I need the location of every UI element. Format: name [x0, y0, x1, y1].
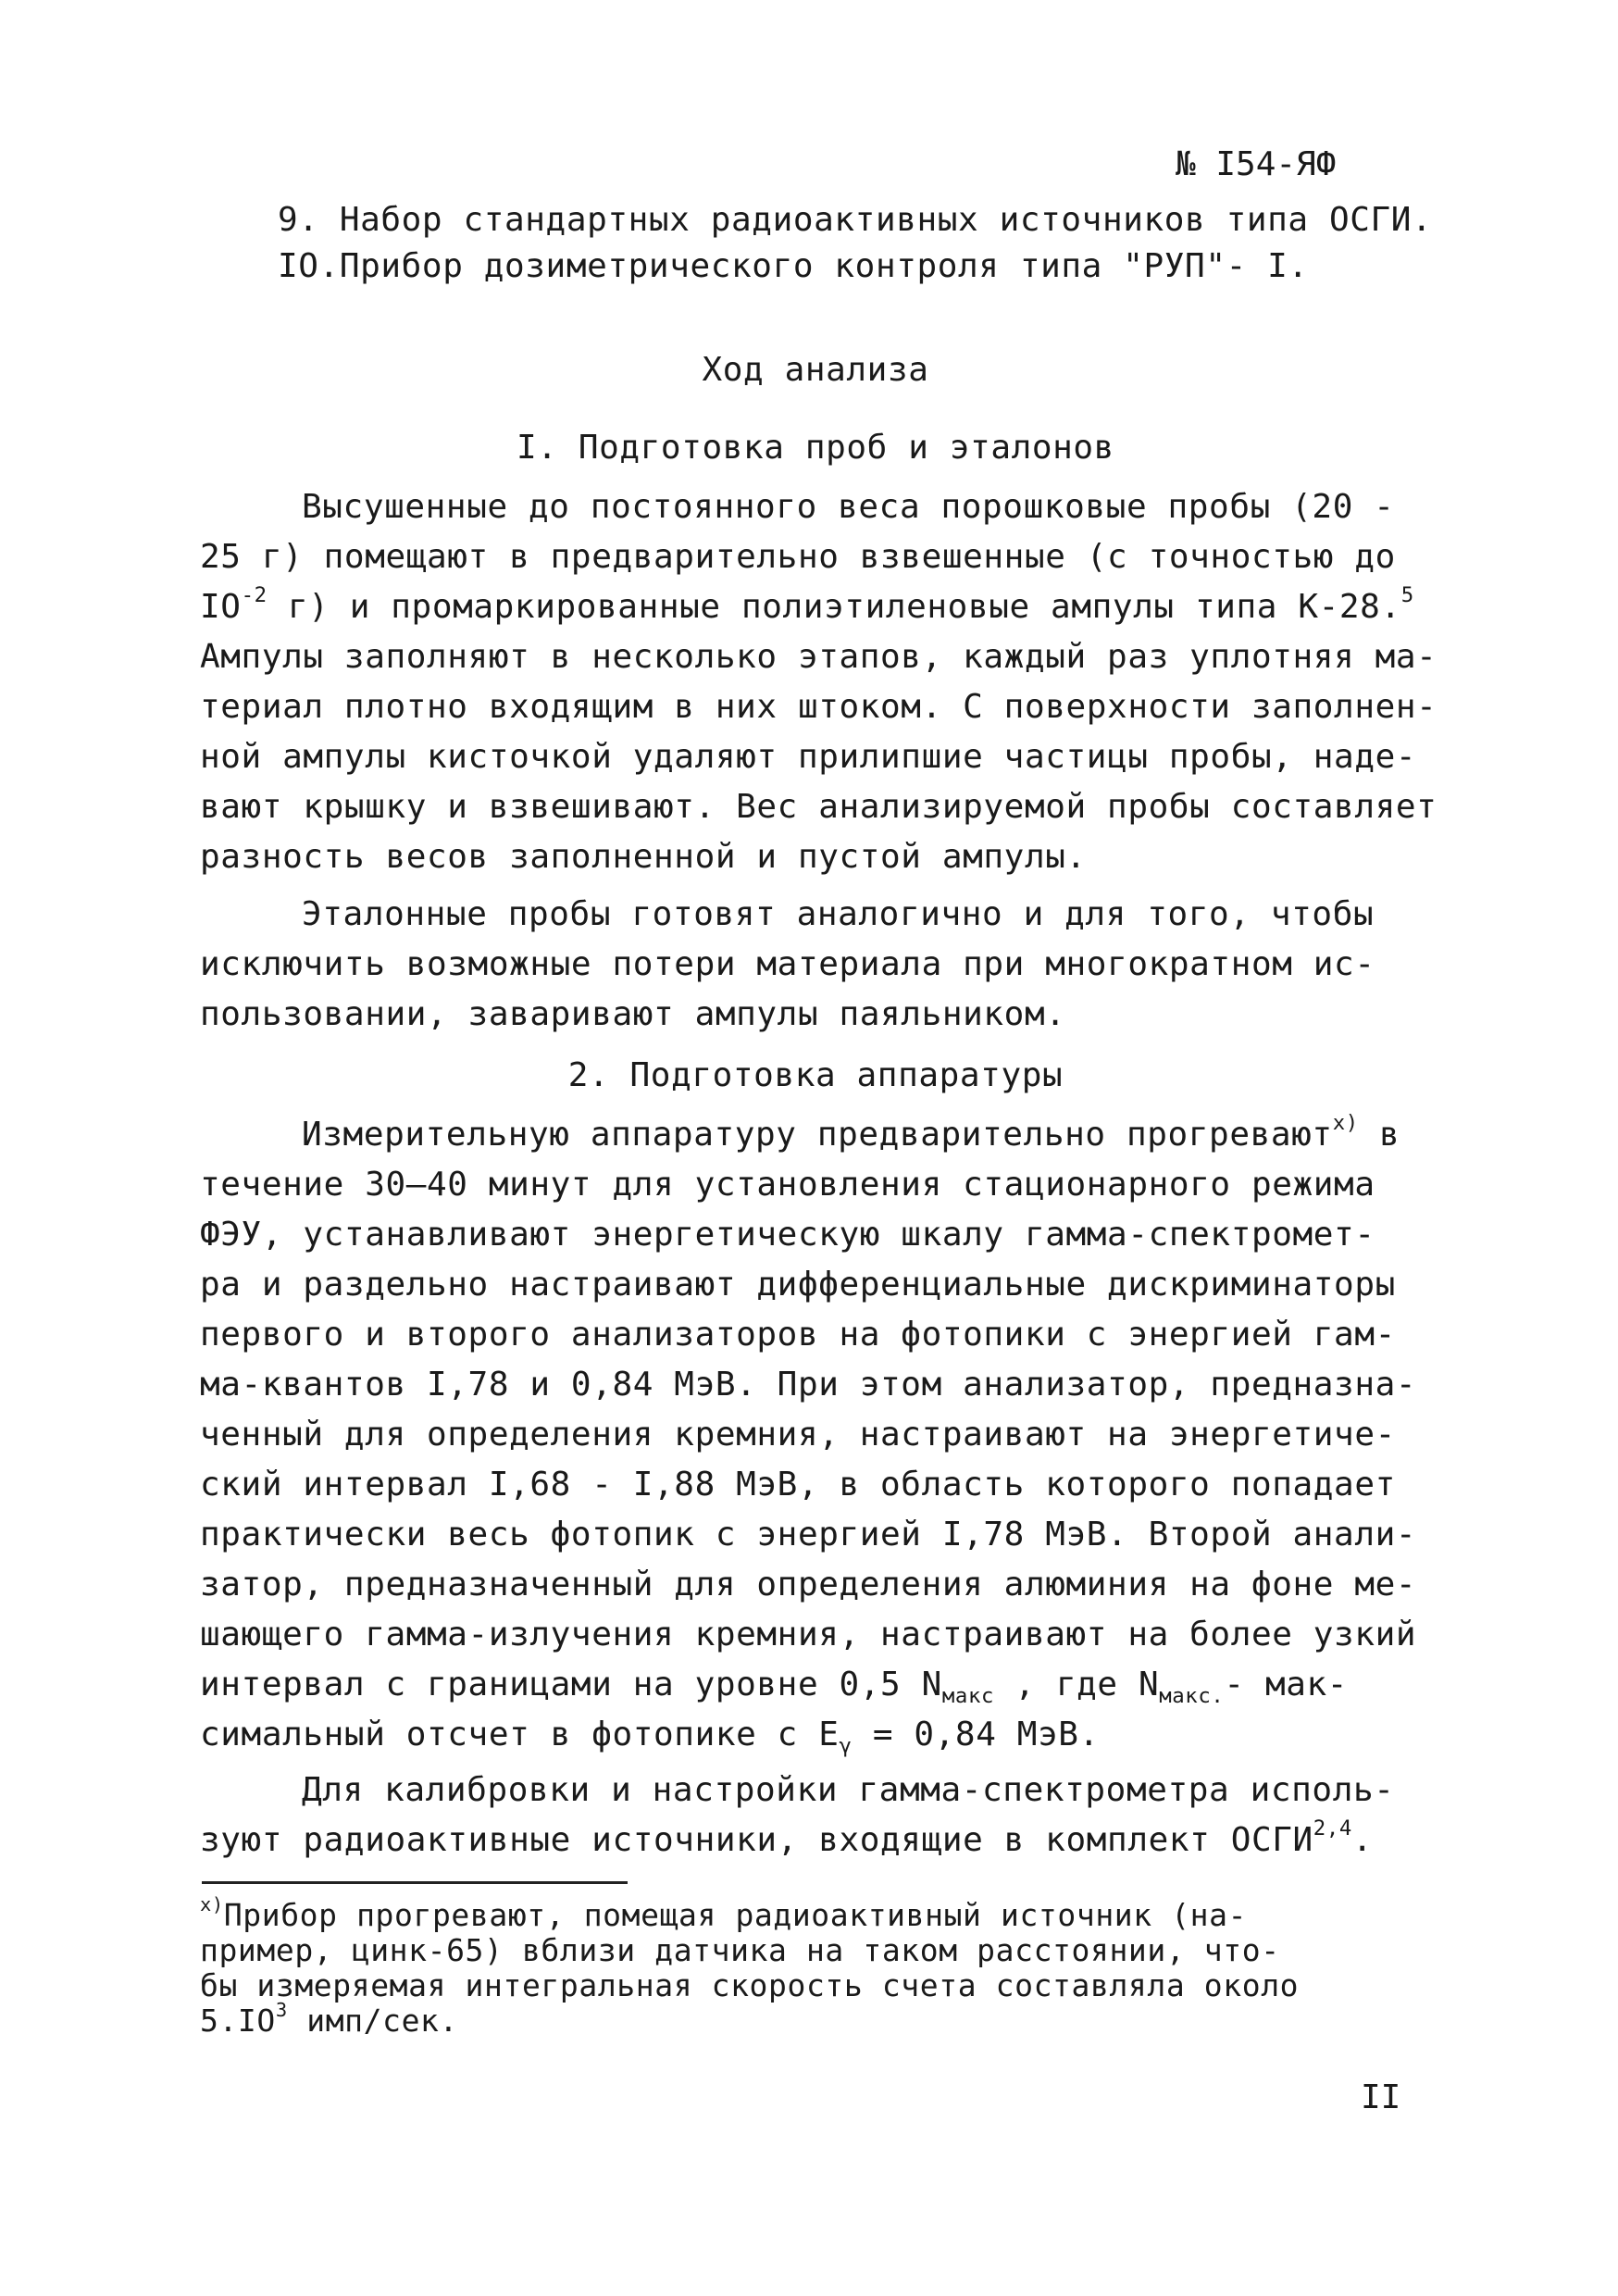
paragraph-line: Ампулы заполняют в несколько этапов, каждый раз уплотняя ма- — [200, 638, 1438, 676]
paragraph-line: исключить возможные потери материала при многократном ис- — [200, 945, 1375, 983]
paragraph-line: ма-квантов I,78 и 0,84 МэВ. При этом анализатор, предназна- — [200, 1366, 1417, 1404]
page-number: II — [1361, 2078, 1401, 2116]
paragraph-line: ра и раздельно настраивают дифференциальные дискриминаторы — [200, 1266, 1396, 1304]
paragraph-line: Высушенные до постоянного веса порошковые пробы (20 - — [302, 488, 1395, 526]
paragraph-line: практически весь фотопик с энергией I,78 МэВ. Второй анали- — [200, 1516, 1417, 1554]
paragraph-line: вают крышку и взвешивают. Вес анализируемой пробы составляет — [200, 788, 1438, 826]
paragraph-line: разность весов заполненной и пустой ампулы. — [200, 838, 1087, 876]
subsection-title: I. Подготовка проб и эталонов — [517, 429, 1114, 467]
paragraph-line: Измерительную аппаратуру предварительно прогревают$^{x)}$ в — [302, 1110, 1400, 1154]
paragraph-line: ский интервал I,68 - I,88 МэВ, в область которого попадает — [200, 1466, 1396, 1504]
paragraph-line: Для калибровки и настройки гамма-спектрометра исполь- — [302, 1771, 1395, 1809]
paragraph-line: затор, предназначенный для определения алюминия на фоне ме- — [200, 1566, 1417, 1603]
paragraph-line: течение 30—40 минут для установления стационарного режима — [200, 1166, 1375, 1204]
document-number: № I54-ЯФ — [1176, 145, 1337, 183]
footnote-line: $^{x)}$Прибор прогревают, помещая радиоактивный источник (на- — [200, 1892, 1248, 1933]
paragraph-line: шающего гамма-излучения кремния, настраивают на более узкий — [200, 1616, 1417, 1653]
footnote-line: $5.IO^3$ имп/сек. — [200, 1998, 458, 2039]
paragraph-line: ченный для определения кремния, настраивают на энергетиче- — [200, 1416, 1396, 1454]
footnote-line: пример, цинк-65) вблизи датчика на таком расстоянии, что- — [200, 1932, 1280, 1968]
paragraph-line: интервал с границами на уровне 0,5 $N_{макс}$ , где $N_{макс.}-$ мак- — [200, 1666, 1349, 1709]
paragraph-line: ФЭУ, устанавливают энергетическую шкалу гамма-спектромет- — [200, 1216, 1375, 1254]
section-title: Ход анализа — [702, 351, 929, 389]
paragraph-line: Эталонные пробы готовят аналогично и для того, чтобы — [302, 895, 1375, 933]
list-item: IO.Прибор дозиметрического контроля типа "РУП"- I. — [278, 247, 1309, 285]
paragraph-line: пользовании, заваривают ампулы паяльником. — [200, 995, 1066, 1033]
paragraph-line: териал плотно входящим в них штоком. С поверхности заполнен- — [200, 688, 1438, 726]
paragraph-line: 25 г) помещают в предварительно взвешенные (с точностью до — [200, 538, 1396, 576]
footnote-line: бы измеряемая интегральная скорость счета составляла около — [200, 1967, 1300, 2003]
paragraph-line: ной ампулы кисточкой удаляют прилипшие частицы пробы, наде- — [200, 738, 1417, 776]
paragraph-line: симальный отсчет в фотопике с $E_\gamma = 0,84$ МэВ. — [200, 1716, 1100, 1759]
subsection-title: 2. Подготовка аппаратуры — [567, 1056, 1064, 1094]
footnote-separator — [202, 1881, 628, 1884]
paragraph-line: первого и второго анализаторов на фотопики с энергией гам- — [200, 1316, 1396, 1354]
list-item: 9. Набор стандартных радиоактивных источников типа ОСГИ. — [278, 201, 1433, 239]
paragraph-line: зуют радиоактивные источники, входящие в комплект ОСГИ$^{2,4}$. — [200, 1816, 1374, 1859]
paragraph-line: $IO^{-2}$ г) и промаркированные полиэтиленовые ампулы типа К-28.$^5$ — [200, 582, 1414, 626]
